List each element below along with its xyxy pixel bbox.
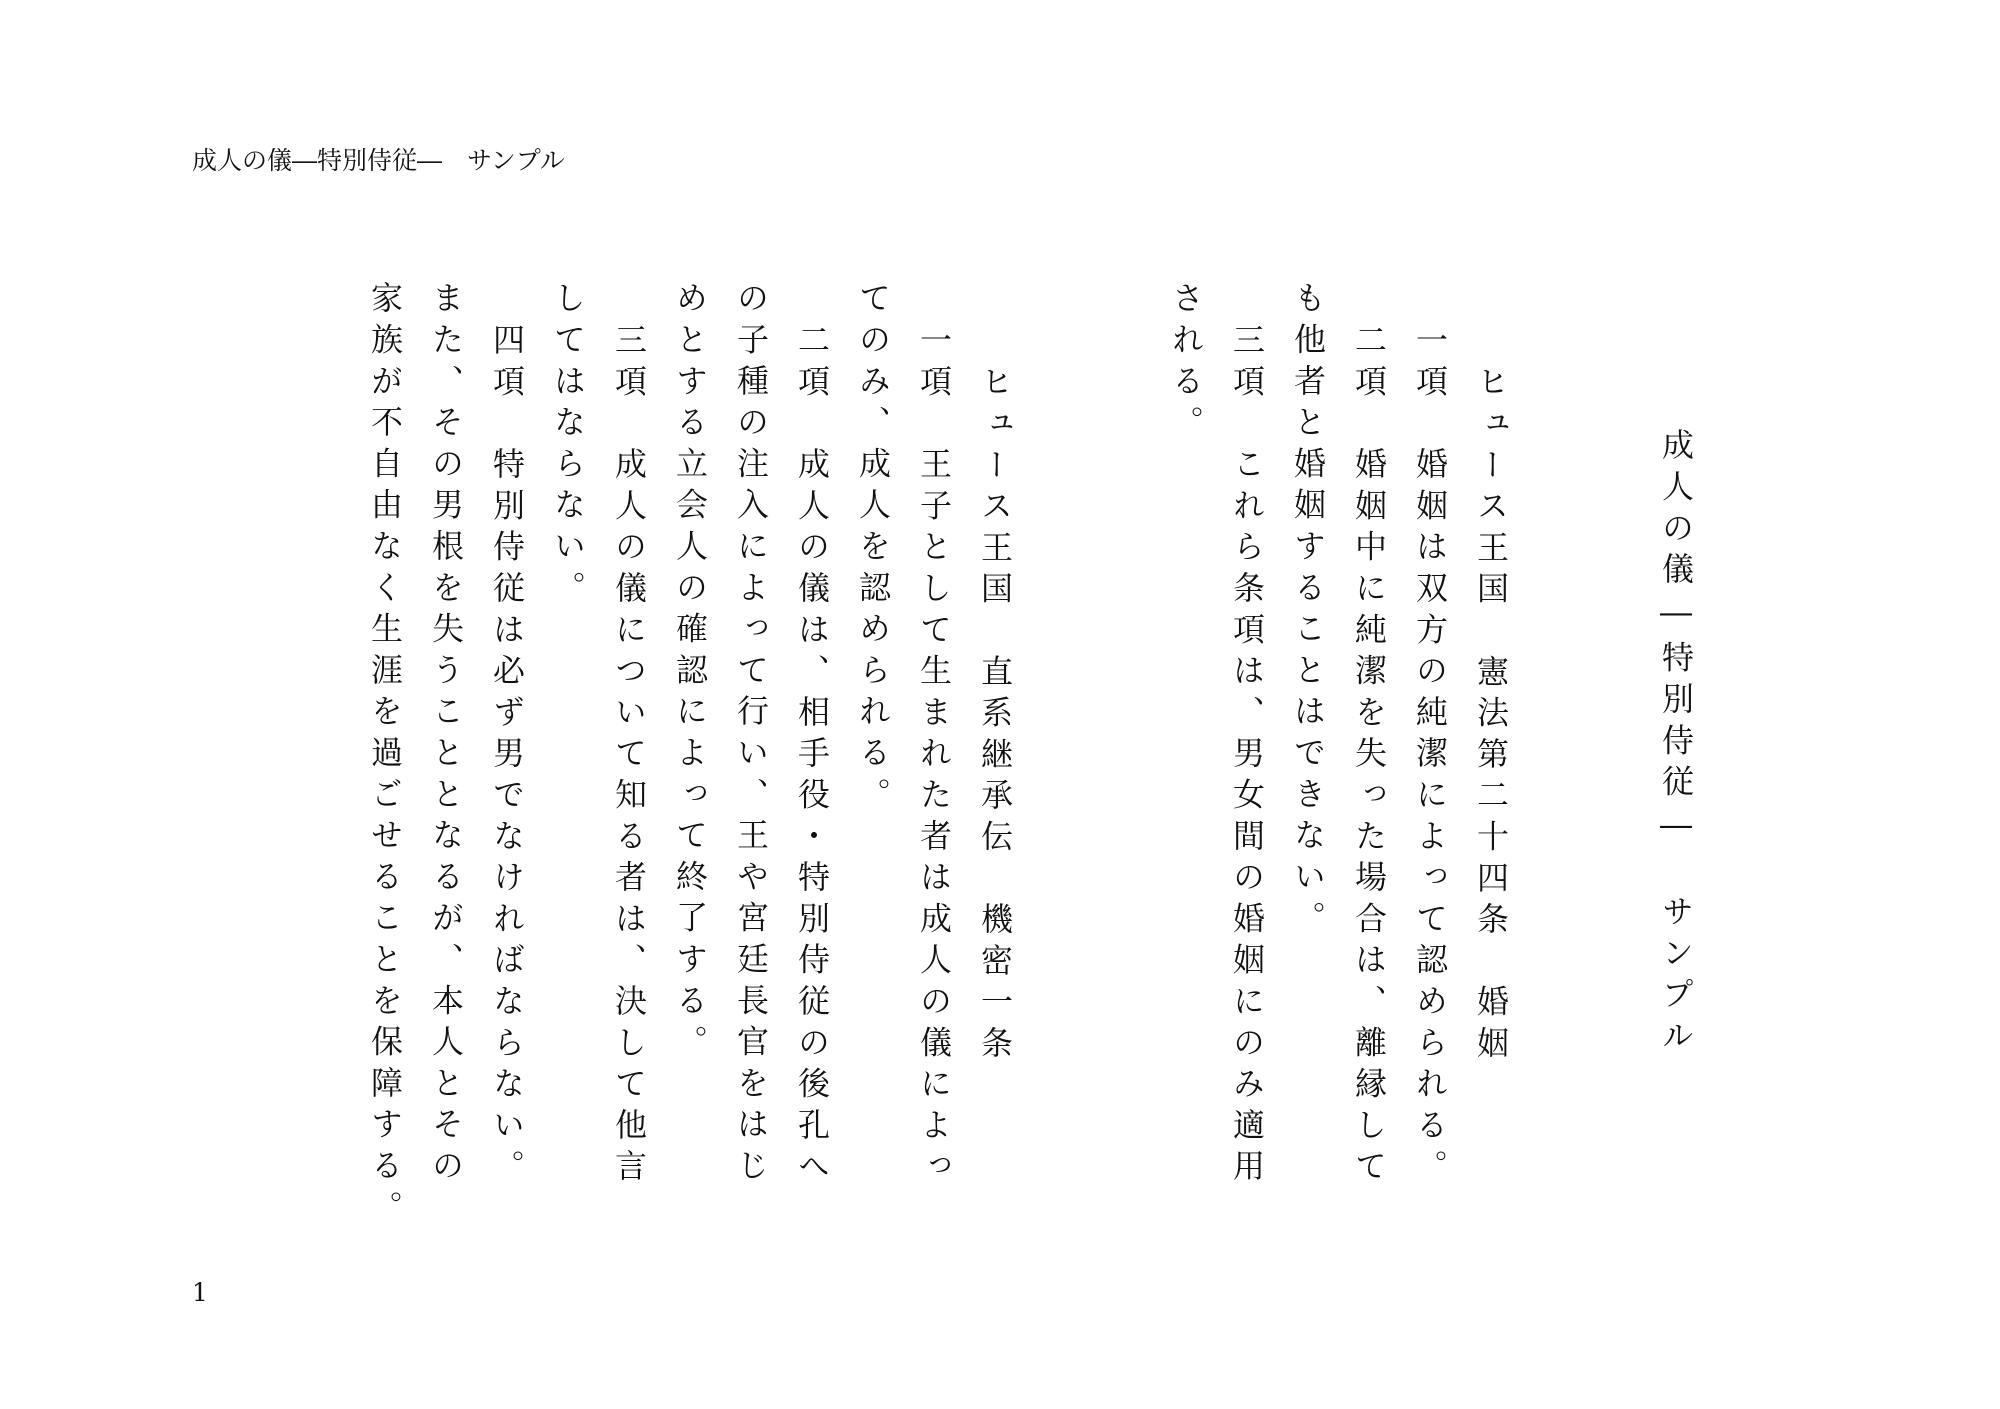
section-1-line: 二項 婚姻中に純潔を失った場合は、離縁して (1350, 323, 1388, 1191)
document-title: 成人の儀―特別侍従― サンプル (1657, 428, 1695, 1060)
section-2-line: めとする立会人の確認によって終了する。 (671, 281, 709, 1066)
section-1-line: 一項 婚姻は双方の純潔によって認められる。 (1411, 323, 1449, 1191)
section-2-line: 三項 成人の儀について知る者は、決して他言 (610, 323, 648, 1191)
section-2-line: の子種の注入によって行い、王や宮廷長官をはじ (732, 281, 770, 1190)
section-1-heading: ヒュース王国 憲法第二十四条 婚姻 (1472, 365, 1510, 1068)
section-2-line: 家族が不自由なく生涯を過ごせることを保障する。 (366, 281, 404, 1231)
section-2-line: てのみ、成人を認められる。 (854, 281, 892, 818)
section-2-line: 四項 特別侍従は必ず男でなければならない。 (488, 323, 526, 1191)
section-2-line: また、その男根を失うこととなるが、本人とその (427, 281, 465, 1190)
section-2-line: してはならない。 (549, 281, 587, 612)
page-number: 1 (192, 1278, 208, 1307)
section-2-line: 二項 成人の儀は、相手役・特別侍従の後孔へ (793, 323, 831, 1191)
section-1-line: される。 (1167, 281, 1205, 447)
running-header: 成人の儀―特別侍従― サンプル (192, 146, 565, 175)
section-2-heading: ヒュース王国 直系継承伝 機密一条 (976, 365, 1014, 1068)
section-1-line: も他者と婚姻することはできない。 (1289, 281, 1327, 942)
section-1-line: 三項 これら条項は、男女間の婚姻にのみ適用 (1228, 323, 1266, 1191)
section-2-line: 一項 王子として生まれた者は成人の儀によっ (915, 323, 953, 1191)
